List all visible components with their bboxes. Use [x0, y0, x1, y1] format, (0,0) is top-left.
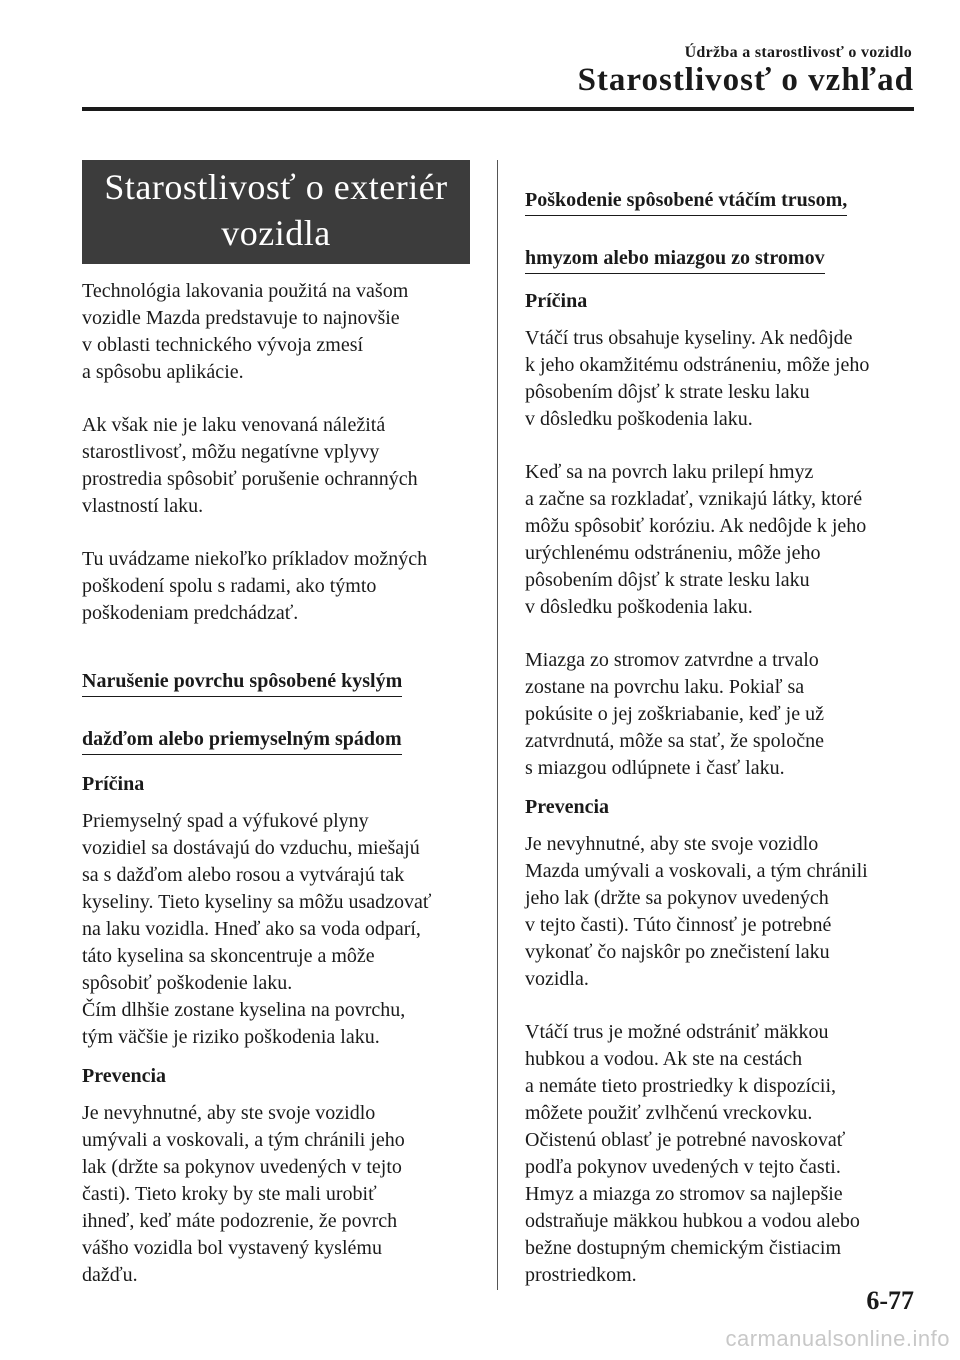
prevention-label: Prevencia: [525, 796, 610, 818]
acid-rain-subheading: [82, 639, 470, 755]
column-divider: [497, 160, 498, 1290]
section-banner: Starostlivosť o exteriér vozidla: [82, 160, 470, 264]
left-column: [82, 160, 470, 1315]
page-title: Starostlivosť o vzhľad: [577, 62, 914, 98]
cause-label: Príčina: [525, 290, 588, 312]
cause-text-bird: Vtáčí trus obsahuje kyseliny. Ak nedôjde k jeho okamžitému odstráneniu, môže jeho pôsobením dôjsť k strate lesku laku v dôsledku poškodenia laku.: [525, 327, 870, 430]
cause-text-sap: Miazga zo stromov zatvrdne a trvalo zostane na povrchu laku. Pokiaľ sa pokúsite o jej zoškriabanie, keď je už zatvrdnutá, môže sa stať, že spoločne s miazgou odlúpnete i časť laku.: [525, 649, 824, 779]
subheading-line-2: hmyzom alebo miazgou zo stromov: [525, 244, 825, 274]
intro-paragraph-2: Ak však nie je laku venovaná náležitá starostlivosť, môžu negatívne vplyvy prostredia spôsobiť porušenie ochranných vlastností laku.: [82, 414, 418, 517]
prevention-label: Prevencia: [82, 1065, 167, 1087]
subheading-line-1: Narušenie povrchu spôsobené kyslým: [82, 667, 402, 697]
page-number: 6-77: [866, 1286, 914, 1315]
prevention-text-2: Vtáčí trus je možné odstrániť mäkkou hubkou a vodou. Ak ste na cestách a nemáte tieto prostriedky k dispozícii, môžete použiť zvlhčenú vreckovku. Očistenú oblasť je potrebné navoskovať podľa pokynov uvedených v tejto časti. Hmyz a miazga zo stromov sa najlepšie odstraňuje mäkkou hubkou a vodou alebo bežne dostupným chemickým čistiacim prostriedkom.: [525, 1021, 860, 1286]
section-header: Údržba a starostlivosť o vozidlo: [684, 44, 912, 61]
intro-paragraph-1: Technológia lakovania použitá na vašom vozidle Mazda predstavuje to najnovšie v oblasti technického vývoja zmesí a spôsobu aplikácie.: [82, 280, 409, 383]
right-column: [525, 158, 913, 1315]
prevention-text: Je nevyhnutné, aby ste svoje vozidlo umývali a voskovali, a tým chránili jeho lak (držte sa pokynov uvedených v tejto časti). Tieto kroky by ste mali urobiť ihneď, keď máte podozrenie, že povrch vášho vozidla bol vystavený kyslému dažďu.: [82, 1102, 405, 1286]
watermark: carmanualsonline.info: [725, 1326, 950, 1351]
cause-text-insects: Keď sa na povrch laku prilepí hmyz a začne sa rozkladať, vznikajú látky, ktoré môžu spôsobiť koróziu. Ak nedôjde k jeho urýchlenému odstráneniu, môže jeho pôsobením dôjsť k strate lesku laku v dôsledku poškodenia laku.: [525, 461, 867, 618]
cause-text: Priemyselný spad a výfukové plyny vozidiel sa dostávajú do vzduchu, miešajú sa s dažďom alebo rosou a vytvárajú tak kyseliny. Tieto kyseliny sa môžu usadzovať na laku vozidla. Hneď ako sa voda odparí, táto kyselina sa skoncentruje a môže spôsobiť poškodenie laku. Čím dlhšie zostane kyselina na povrchu, tým väčšie je riziko poškodenia laku.: [82, 810, 432, 1048]
cause-label: Príčina: [82, 773, 145, 795]
bird-droppings-subheading: [525, 158, 913, 274]
subheading-line-1: Poškodenie spôsobené vtáčím trusom,: [525, 186, 847, 216]
header-rule: [82, 107, 914, 111]
prevention-text-1: Je nevyhnutné, aby ste svoje vozidlo Mazda umývali a voskovali, a tým chránili jeho lak (držte sa pokynov uvedených v tejto časti). Túto činnosť je potrebné vykonať čo najskôr po znečistení laku vozidla.: [525, 833, 868, 990]
intro-paragraph-3: Tu uvádzame niekoľko príkladov možných poškodení spolu s radami, ako týmto poškodeniam predchádzať.: [82, 548, 428, 624]
subheading-line-2: dažďom alebo priemyselným spádom: [82, 725, 402, 755]
